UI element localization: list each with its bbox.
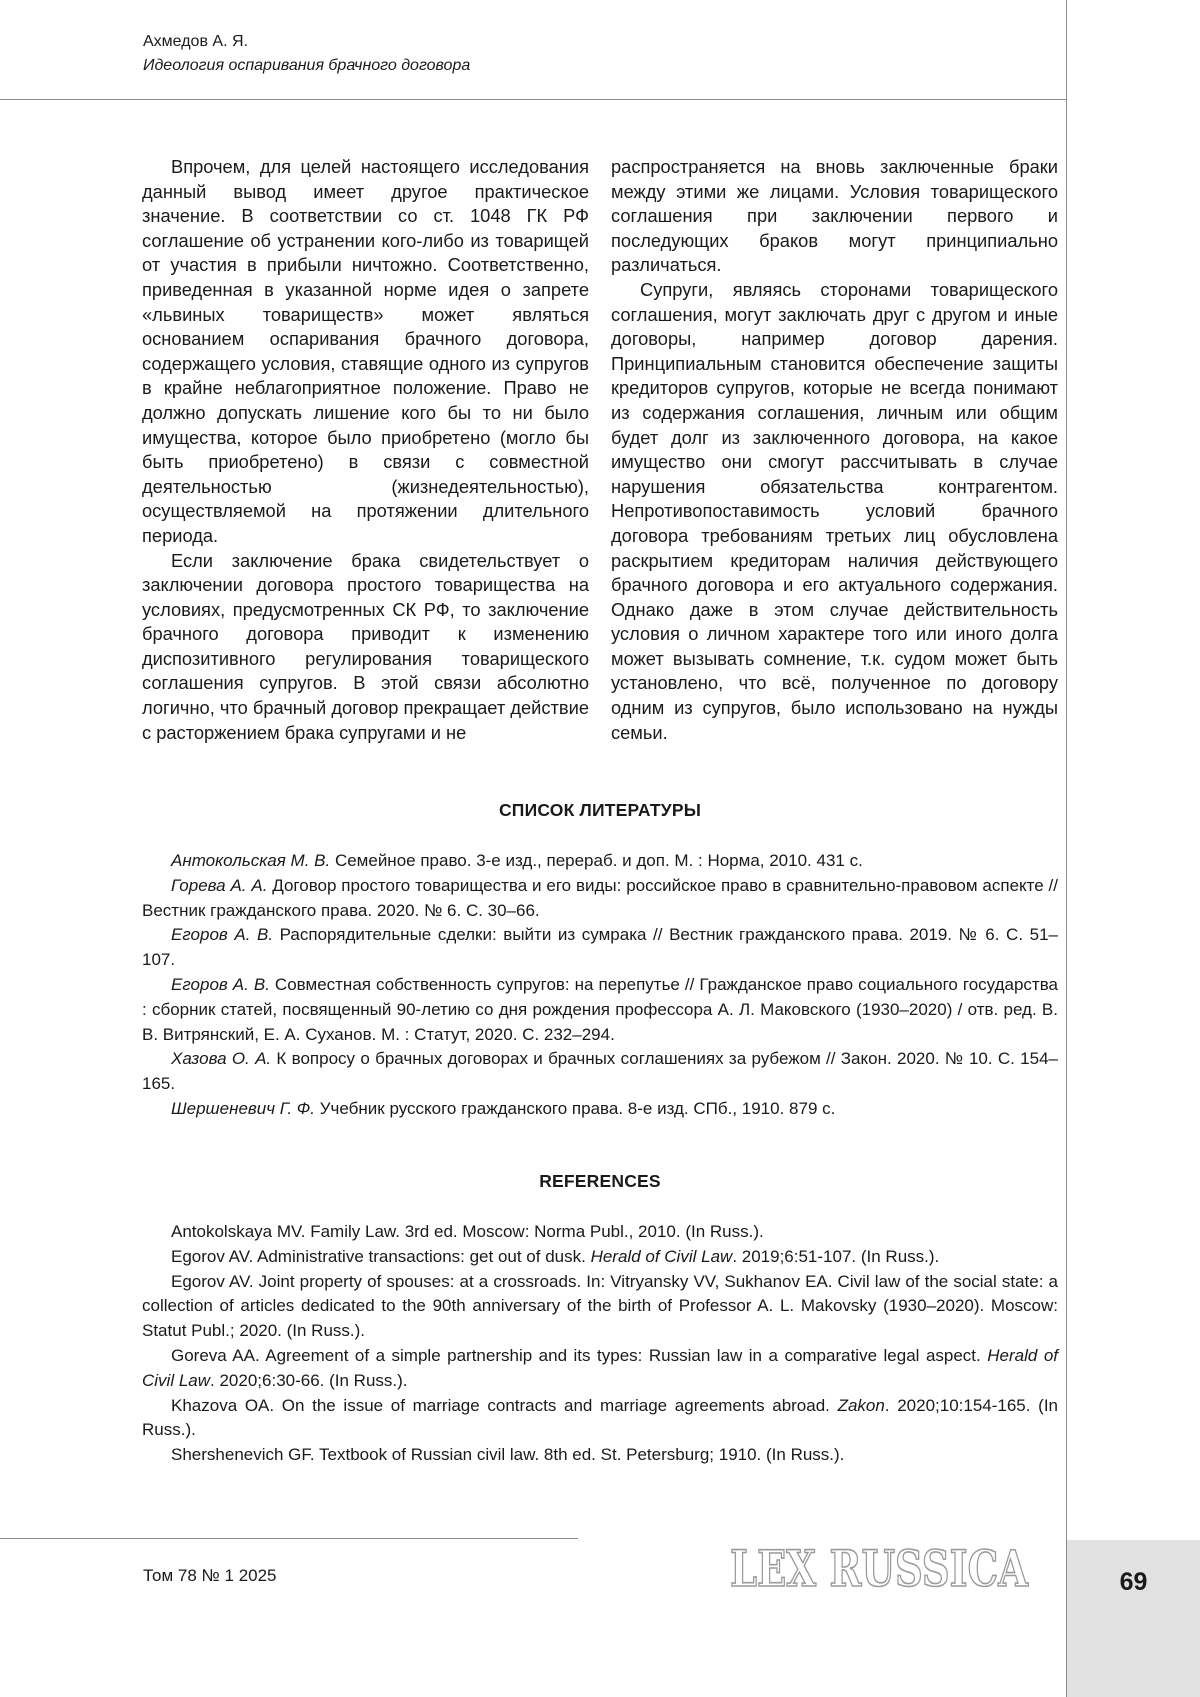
bibliography-entry: Егоров А. В. Совместная собственность супругов: на перепутье // Гражданское право социального государства : сборник статей, посвященный 90-летию со дня рождения профессора А. Л. Маковского (1930–2020) / отв. ред. В. В. Витрянский, Е. А. Суханов. М. : Статут, 2020. С. 232–294. bbox=[142, 974, 1058, 1044]
running-head-author: Ахмедов А. Я. bbox=[143, 33, 248, 50]
bibliography-entry: Егоров А. В. Распорядительные сделки: выйти из сумрака // Вестник гражданского права. 2019. № 6. С. 51–107. bbox=[142, 925, 1058, 970]
bibliography-entry: Горева А. А. Договор простого товарищества и его виды: российское право в сравнительно-правовом аспекте // Вестник гражданского права. 2020. № 6. С. 30–66. bbox=[142, 875, 1058, 920]
page-number: 69 bbox=[1119, 1568, 1148, 1596]
journal-logo bbox=[730, 1538, 1030, 1598]
reference-entry: Egorov AV. Administrative transactions: get out of dusk. Herald of Civil Law. 2019;6:51-107. (In Russ.). bbox=[171, 1246, 940, 1266]
paragraph: Супруги, являясь сторонами товарищеского соглашения, могут заключать друг с другом и иные договоры, например договор дарения. Принципиальным становится обеспечение защиты кредиторов супругов, которые не всегда понимают из содержания соглашения, личным или общим будет долг из заключенного договора, на какое имущество они смогут рассчитывать в случае нарушения обязательства контрагентом. Непротивопоставимость условий брачного договора требованиям третьих лиц обусловлена раскрытием кредиторам наличия действующего брачного договора и его актуального содержания. Однако даже в этом случае действительность условия о личном характере того или иного долга может вызывать сомнение, т.к. судом может быть установлено, что всё, полученное по договору одним из супругов, было использовано на нужды семьи. bbox=[611, 278, 1058, 743]
reference-entry: Shershenevich GF. Textbook of Russian civil law. 8th ed. St. Petersburg; 1910. (In Russ.). bbox=[171, 1445, 845, 1465]
paragraph: Впрочем, для целей настоящего исследования данный вывод имеет другое практическое значение. В соответствии со ст. 1048 ГК РФ соглашение об устранении кого-либо из товарищей от участия в прибыли ничтожно. Соответственно, приведенная в указанной норме идея о запрете «львиных товариществ» может являться основанием оспаривания брачного договора, содержащего условия, ставящие одного из супругов в крайне неблагоприятное положение. Право не должно допускать лишение кого бы то ни было имущества, которое было приобретено (могло бы быть приобретено) в связи с совместной деятельностью (жизнедеятельностью), осуществляемой на протяжении длительного периода. bbox=[142, 156, 589, 546]
running-head-title: Идеология оспаривания брачного договора bbox=[143, 57, 471, 74]
page-margin-bar bbox=[1066, 0, 1200, 1697]
journal-volume: Том 78 № 1 2025 bbox=[143, 1566, 277, 1585]
header-divider bbox=[0, 99, 1066, 100]
references-heading: REFERENCES bbox=[539, 1171, 661, 1191]
bibliography-entry: Шершеневич Г. Ф. Учебник русского гражданского права. 8-е изд. СПб., 1910. 879 с. bbox=[171, 1098, 836, 1118]
journal-logo-text: LEX RUSSICA bbox=[730, 1539, 1029, 1598]
reference-entry: Antokolskaya MV. Family Law. 3rd ed. Moscow: Norma Publ., 2010. (In Russ.). bbox=[171, 1222, 764, 1241]
bibliography-list bbox=[142, 849, 1058, 1122]
reference-entry: Egorov AV. Joint property of spouses: at a crossroads. In: Vitryansky VV, Sukhanov EA. Civil law of the social state: a collection of articles dedicated to the 90th anniversary of the birth of Professor A. L. Makovsky (1930–2020). Moscow: Statut Publ.; 2020. (In Russ.). bbox=[142, 1271, 1058, 1341]
page-number-box bbox=[1066, 1540, 1200, 1697]
bibliography-entry: Хазова О. А. К вопросу о брачных договорах и брачных соглашениях за рубежом // Закон. 2020. № 10. С. 154–165. bbox=[142, 1049, 1058, 1094]
references-list bbox=[142, 1220, 1058, 1468]
text-column-right bbox=[611, 155, 1058, 745]
text-column-left bbox=[142, 155, 589, 745]
bibliography-entry: Антокольская М. В. Семейное право. 3-е изд., перераб. и доп. М. : Норма, 2010. 431 с. bbox=[171, 851, 863, 870]
paragraph: Если заключение брака свидетельствует о заключении договора простого товарищества на условиях, предусмотренных СК РФ, то заключение брачного договора приводит к изменению диспозитивного регулирования товарищеского соглашения супругов. В этой связи абсолютно логично, что брачный договор прекращает действие с расторжением брака супругами и не bbox=[142, 549, 589, 743]
reference-entry: Goreva AA. Agreement of a simple partnership and its types: Russian law in a comparative legal aspect. Herald of Civil Law. 2020;6:30-66. (In Russ.). bbox=[142, 1345, 1058, 1390]
footer-divider bbox=[0, 1538, 578, 1539]
paragraph-continuation: распространяется на вновь заключенные браки между этими же лицами. Условия товарищеского соглашения при заключении первого и последующих браков могут принципиально различаться. bbox=[611, 156, 1058, 276]
bibliography-heading: СПИСОК ЛИТЕРАТУРЫ bbox=[498, 800, 702, 820]
reference-entry: Khazova OA. On the issue of marriage contracts and marriage agreements abroad. Zakon. 2020;10:154-165. (In Russ.). bbox=[142, 1395, 1058, 1440]
